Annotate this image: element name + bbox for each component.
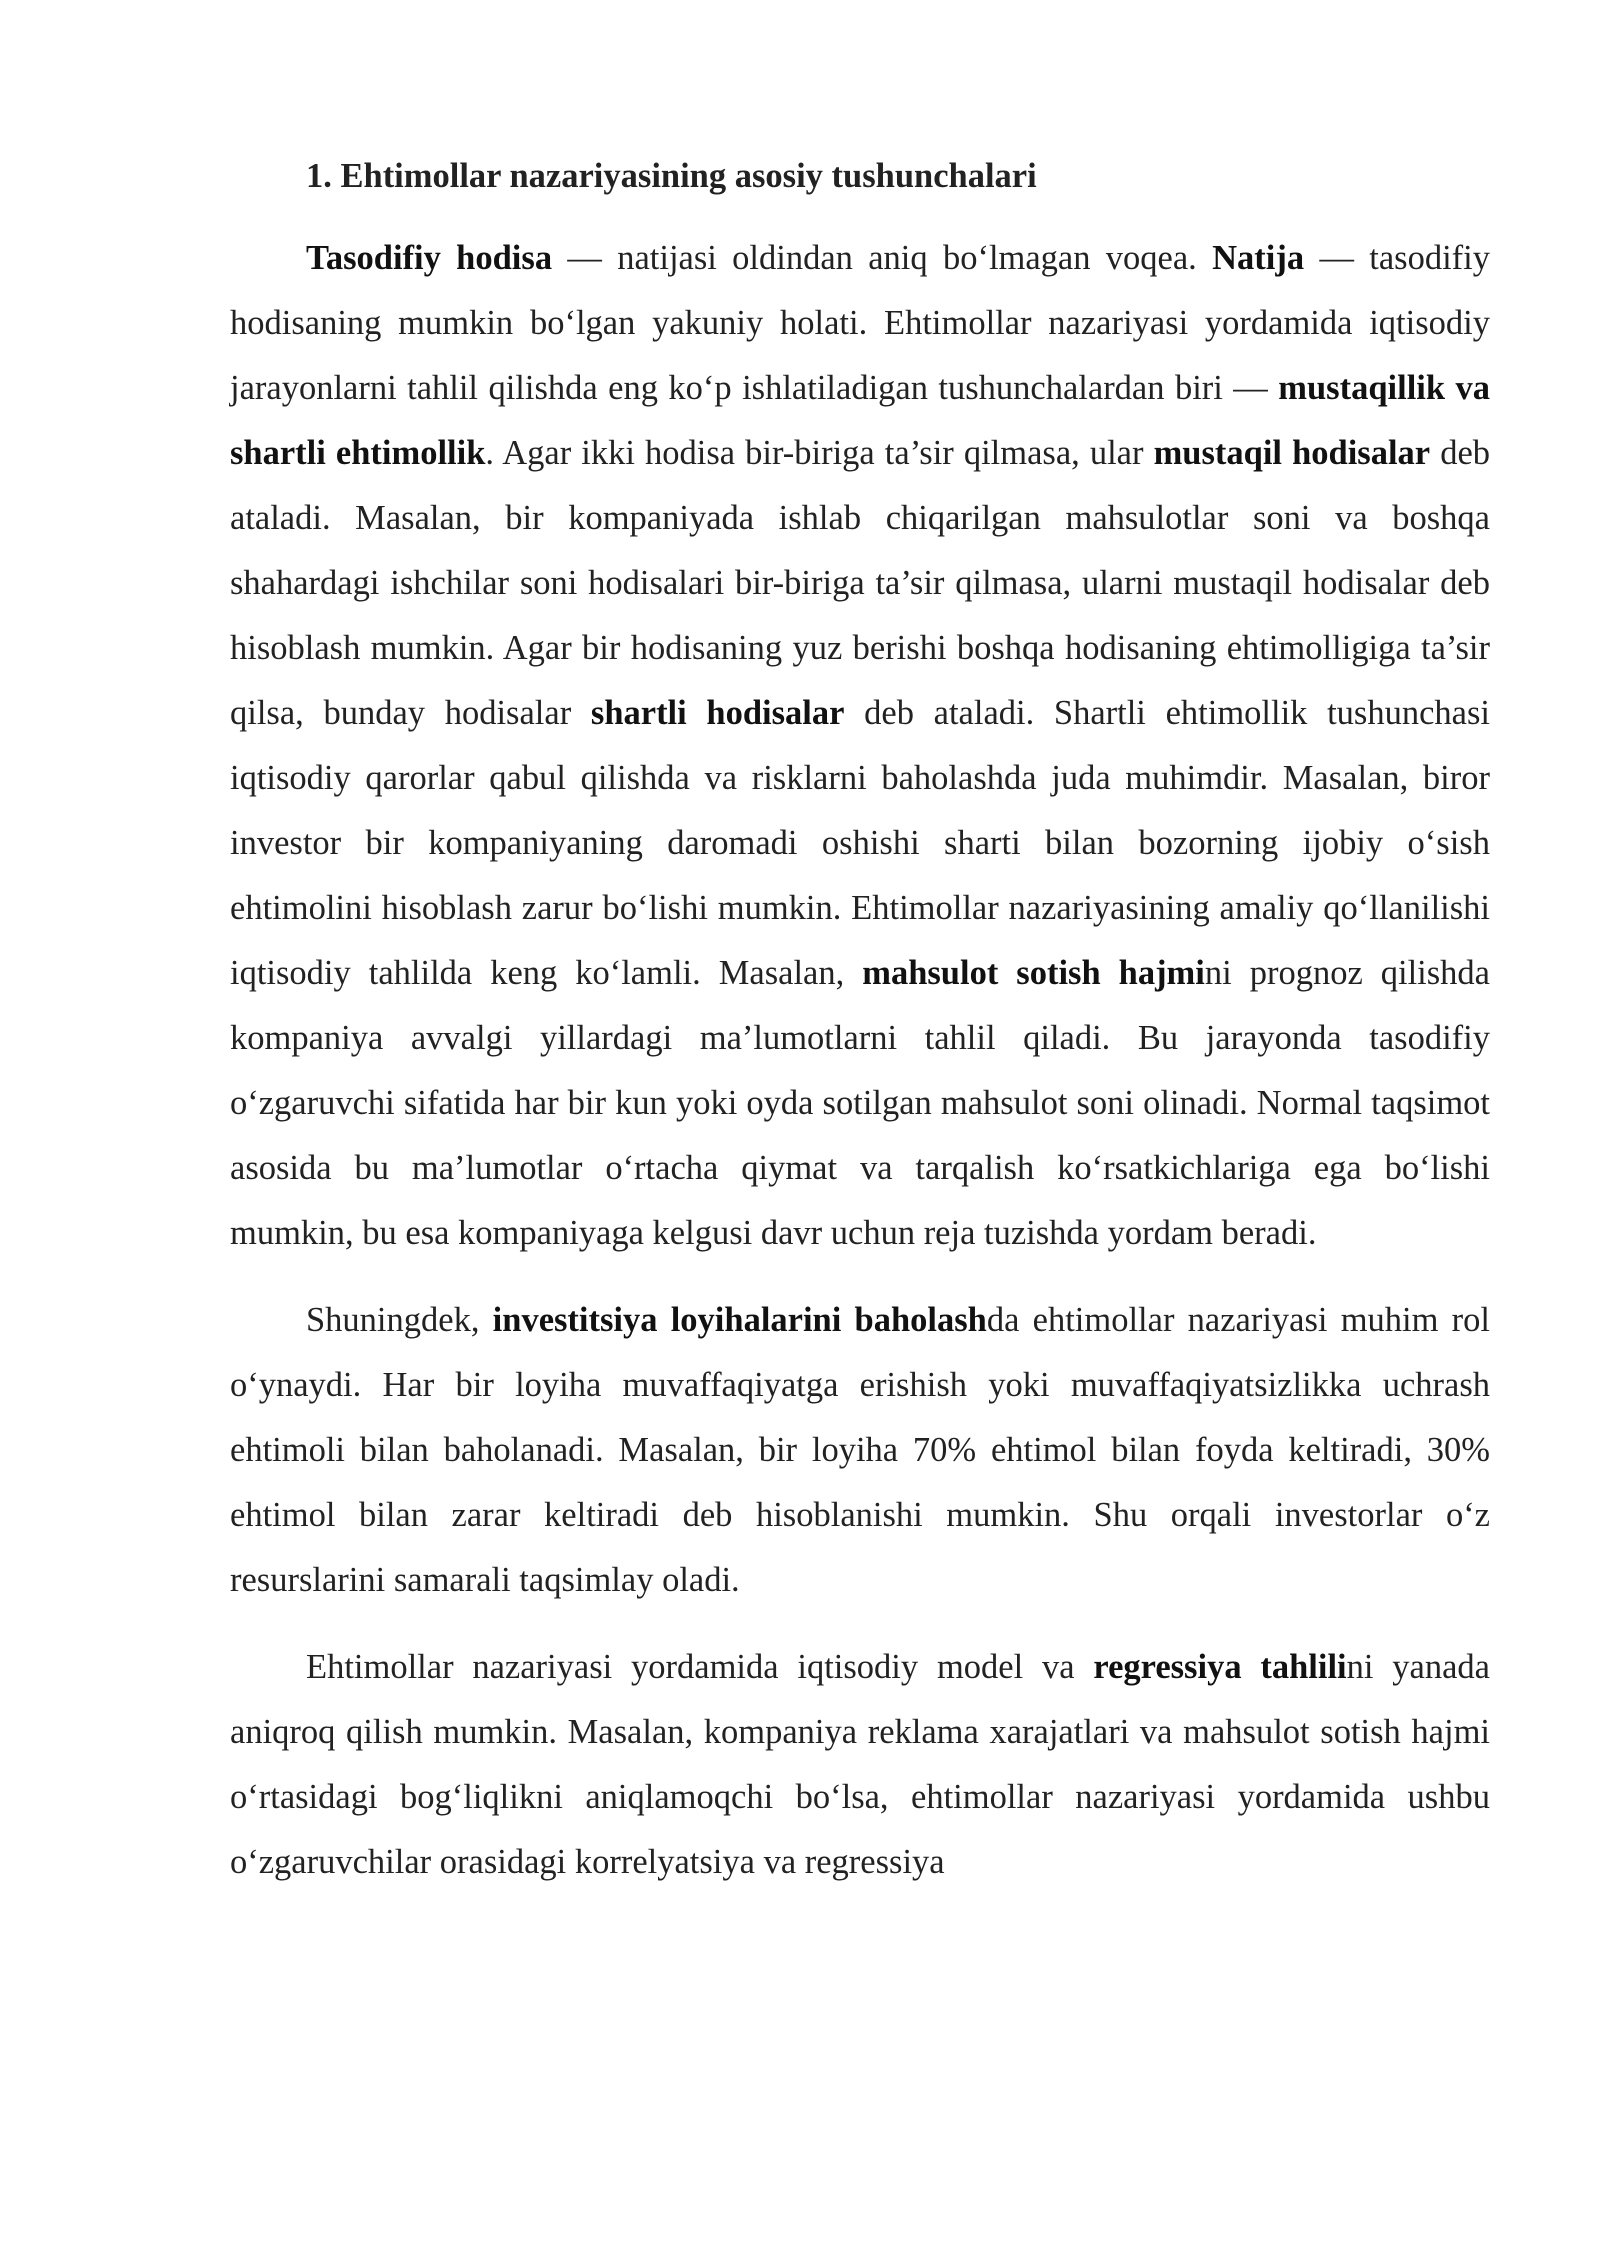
term-natija: Natija (1212, 239, 1305, 277)
term-mustaqillik: mustaqillik va shartli ehtimollik (230, 369, 1490, 472)
term-tasodifiy-hodisa: Tasodifiy hodisa (306, 239, 553, 277)
paragraph-3 (230, 1635, 1490, 1895)
term-investitsiya: investitsiya loyihalarini baholash (492, 1301, 987, 1339)
text-span: da ehtimollar nazariyasi muhim rol o‘ynaydi. Har bir loyiha muvaffaqiyatga erishish yoki muvaffaqiyatsizlikka uchrash ehtimoli bilan baholanadi. Masalan, bir loyiha 70% ehtimol bilan foyda keltiradi, 30% ehtimol bilan zarar keltiradi deb hisoblanishi mumkin. Shu orqali investorlar o‘z resurslarini samarali taqsimlay oladi. (230, 1301, 1490, 1599)
term-shartli-hodisalar: shartli hodisalar (590, 694, 845, 732)
text-span: deb ataladi. Masalan, bir kompaniyada ishlab chiqarilgan mahsulotlar soni va boshqa shahardagi ishchilar soni hodisalari bir-biriga ta’sir qilmasa, ularni mustaqil hodisalar deb hisoblash mumkin. Agar bir hodisaning yuz berishi boshqa hodisaning ehtimolligiga ta’sir qilsa, bunday hodisalar (230, 434, 1491, 732)
text-span: ni yanada aniqroq qilish mumkin. Masalan, kompaniya reklama xarajatlari va mahsulot sotish hajmi o‘rtasidagi bog‘liqlikni aniqlamoqchi bo‘lsa, ehtimollar nazariyasi yordamida ushbu o‘zgaruvchilar orasidagi korrelyatsiya va regressiya (230, 1648, 1490, 1881)
text-span: deb ataladi. Shartli ehtimollik tushunchasi iqtisodiy qarorlar qabul qilishda va risklarni baholashda juda muhimdir. Masalan, biror investor bir kompaniyaning daromadi oshishi sharti bilan bozorning ijobiy o‘sish ehtimolini hisoblash zarur bo‘lishi mumkin. Ehtimollar nazariyasining amaliy qo‘llanilishi iqtisodiy tahlilda keng ko‘lamli. Masalan, (230, 694, 1490, 992)
term-mustaqil-hodisalar: mustaqil hodisalar (1153, 434, 1431, 472)
text-span: Shuningdek, (306, 1301, 493, 1339)
paragraph-2 (230, 1288, 1490, 1613)
term-mahsulot-sotish-hajmi: mahsulot sotish hajmi (862, 954, 1205, 992)
paragraph-1 (230, 226, 1490, 1266)
text-span: Ehtimollar nazariyasi yordamida iqtisodiy model va (306, 1648, 1094, 1686)
section-heading: 1. Ehtimollar nazariyasining asosiy tushunchalari (306, 157, 1037, 195)
term-regressiya: regressiya tahlili (1093, 1648, 1347, 1686)
text-span: — natijasi oldindan aniq bo‘lmagan voqea. (552, 239, 1213, 277)
text-span: — tasodifiy hodisaning mumkin bo‘lgan yakuniy holati. Ehtimollar nazariyasi yordamida iqtisodiy jarayonlarni tahlil qilishda eng ko‘p ishlatiladigan tushunchalardan biri — (230, 239, 1490, 407)
text-span: . Agar ikki hodisa bir-biriga ta’sir qilmasa, ular (485, 434, 1154, 472)
text-span: ni prognoz qilishda kompaniya avvalgi yillardagi ma’lumotlarni tahlil qiladi. Bu jarayonda tasodifiy o‘zgaruvchi sifatida har bir kun yoki oyda sotilgan mahsulot soni olinadi. Normal taqsimot asosida bu ma’lumotlar o‘rtacha qiymat va tarqalish ko‘rsatkichlariga ega bo‘lishi mumkin, bu esa kompaniyaga kelgusi davr uchun reja tuzishda yordam beradi. (230, 954, 1490, 1252)
document-body (230, 148, 1490, 1917)
